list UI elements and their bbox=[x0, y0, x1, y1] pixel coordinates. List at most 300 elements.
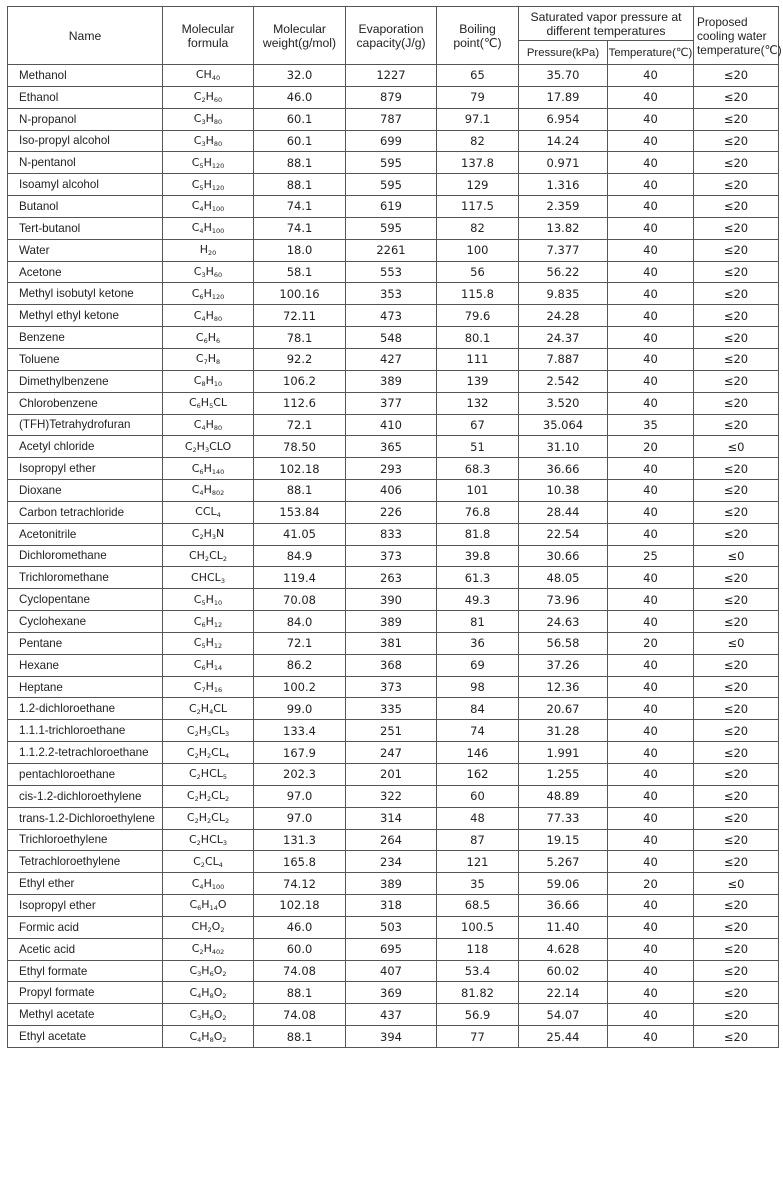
cell-evaporation: 335 bbox=[346, 698, 437, 720]
table-row bbox=[8, 152, 779, 174]
cell-temperature: 40 bbox=[608, 611, 694, 633]
cell-pressure: 31.10 bbox=[519, 436, 608, 458]
cell-temperature: 40 bbox=[608, 720, 694, 742]
formula-subscript: 3 bbox=[207, 729, 212, 738]
cell-formula bbox=[163, 807, 254, 829]
cell-weight: 18.0 bbox=[254, 239, 346, 261]
formula-part: H bbox=[205, 265, 214, 279]
cell-evaporation: 226 bbox=[346, 501, 437, 523]
cell-weight: 78.50 bbox=[254, 436, 346, 458]
cell-pressure: 14.24 bbox=[519, 130, 608, 152]
formula-subscript: 4 bbox=[211, 74, 216, 83]
cell-pressure: 13.82 bbox=[519, 217, 608, 239]
cell-formula bbox=[163, 764, 254, 786]
table-row bbox=[8, 807, 779, 829]
cell-evaporation: 695 bbox=[346, 938, 437, 960]
cell-cooling: ≤20 bbox=[694, 261, 779, 283]
cell-temperature: 20 bbox=[608, 632, 694, 654]
formula-subscript: 2 bbox=[192, 445, 197, 454]
cell-cooling: ≤20 bbox=[694, 458, 779, 480]
formula-subscript: 2 bbox=[194, 751, 199, 760]
cell-evaporation: 437 bbox=[346, 1004, 437, 1026]
cell-weight: 131.3 bbox=[254, 829, 346, 851]
formula-subscript: 6 bbox=[209, 1013, 214, 1022]
cell-evaporation: 381 bbox=[346, 632, 437, 654]
cell-boiling-point: 35 bbox=[437, 873, 519, 895]
cell-formula bbox=[163, 392, 254, 414]
cell-boiling-point: 81.82 bbox=[437, 982, 519, 1004]
cell-temperature: 40 bbox=[608, 239, 694, 261]
cell-weight: 88.1 bbox=[254, 174, 346, 196]
cell-name: Pentane bbox=[8, 632, 163, 654]
cell-temperature: 40 bbox=[608, 523, 694, 545]
cell-weight: 72.11 bbox=[254, 305, 346, 327]
formula-subscript: 8 bbox=[215, 358, 221, 367]
cell-formula bbox=[163, 829, 254, 851]
cell-boiling-point: 74 bbox=[437, 720, 519, 742]
table-row bbox=[8, 480, 779, 502]
cell-weight: 119.4 bbox=[254, 567, 346, 589]
cell-pressure: 35.70 bbox=[519, 65, 608, 87]
table-row bbox=[8, 348, 779, 370]
cell-temperature: 35 bbox=[608, 414, 694, 436]
cell-temperature: 40 bbox=[608, 152, 694, 174]
formula-part: C bbox=[191, 155, 200, 169]
formula-part: H bbox=[196, 439, 205, 453]
cell-cooling: ≤20 bbox=[694, 807, 779, 829]
cell-temperature: 40 bbox=[608, 217, 694, 239]
cell-name: Acetyl chloride bbox=[8, 436, 163, 458]
table-body bbox=[8, 65, 779, 1048]
cell-formula bbox=[163, 611, 254, 633]
formula-subscript: 0 bbox=[220, 227, 225, 236]
cell-evaporation: 377 bbox=[346, 392, 437, 414]
cell-name: cis-1.2-dichloroethylene bbox=[8, 785, 163, 807]
cell-pressure: 7.377 bbox=[519, 239, 608, 261]
cell-formula bbox=[163, 1026, 254, 1048]
cell-temperature: 40 bbox=[608, 480, 694, 502]
formula-part: O bbox=[213, 985, 223, 999]
formula-part: C bbox=[193, 374, 202, 388]
formula-subscript: 2 bbox=[201, 96, 206, 105]
cell-formula bbox=[163, 152, 254, 174]
formula-subscript: 0 bbox=[215, 948, 221, 957]
cell-evaporation: 368 bbox=[346, 654, 437, 676]
cell-formula bbox=[163, 720, 254, 742]
formula-subscript: 5 bbox=[199, 161, 204, 170]
formula-part: CLO bbox=[209, 439, 232, 453]
cell-boiling-point: 84 bbox=[437, 698, 519, 720]
formula-part: H bbox=[198, 745, 207, 759]
formula-part: CL bbox=[209, 548, 223, 562]
table-row bbox=[8, 370, 779, 392]
header-boiling-point: Boiling point(℃) bbox=[437, 7, 519, 65]
formula-part: CL bbox=[211, 745, 225, 759]
cell-boiling-point: 51 bbox=[437, 436, 519, 458]
cell-weight: 202.3 bbox=[254, 764, 346, 786]
cell-evaporation: 1227 bbox=[346, 65, 437, 87]
cell-cooling: ≤20 bbox=[694, 1004, 779, 1026]
formula-subscript: 12 bbox=[211, 183, 221, 192]
cell-cooling: ≤20 bbox=[694, 523, 779, 545]
formula-subscript: 0 bbox=[218, 423, 223, 432]
formula-subscript: 2 bbox=[207, 817, 212, 826]
formula-part: H bbox=[200, 396, 210, 410]
cell-pressure: 20.67 bbox=[519, 698, 608, 720]
cell-boiling-point: 137.8 bbox=[437, 152, 519, 174]
formula-subscript: 10 bbox=[213, 598, 223, 607]
cell-pressure: 60.02 bbox=[519, 960, 608, 982]
formula-part: H bbox=[199, 243, 208, 257]
cell-evaporation: 318 bbox=[346, 895, 437, 917]
formula-part: O bbox=[217, 898, 227, 912]
cell-pressure: 2.542 bbox=[519, 370, 608, 392]
cell-weight: 60.0 bbox=[254, 938, 346, 960]
cell-name: (TFH)Tetrahydrofuran bbox=[8, 414, 163, 436]
formula-part: N bbox=[216, 527, 225, 541]
formula-part: C bbox=[193, 680, 202, 694]
formula-subscript: 2 bbox=[222, 991, 227, 1000]
formula-subscript: 3 bbox=[201, 118, 206, 127]
cell-name: Dimethylbenzene bbox=[8, 370, 163, 392]
cell-evaporation: 314 bbox=[346, 807, 437, 829]
cell-formula bbox=[163, 698, 254, 720]
cell-temperature: 40 bbox=[608, 589, 694, 611]
cell-evaporation: 247 bbox=[346, 742, 437, 764]
cell-weight: 60.1 bbox=[254, 108, 346, 130]
cell-formula bbox=[163, 283, 254, 305]
cell-pressure: 48.89 bbox=[519, 785, 608, 807]
cell-formula bbox=[163, 960, 254, 982]
formula-part: H bbox=[198, 723, 207, 737]
formula-subscript: 2 bbox=[220, 926, 225, 935]
cell-cooling: ≤20 bbox=[694, 982, 779, 1004]
cell-evaporation: 699 bbox=[346, 130, 437, 152]
cell-cooling: ≤20 bbox=[694, 895, 779, 917]
cell-name: Formic acid bbox=[8, 916, 163, 938]
formula-subscript: 3 bbox=[201, 139, 206, 148]
cell-boiling-point: 81.8 bbox=[437, 523, 519, 545]
formula-subscript: 8 bbox=[211, 489, 216, 498]
cell-pressure: 11.40 bbox=[519, 916, 608, 938]
cell-pressure: 73.96 bbox=[519, 589, 608, 611]
cell-temperature: 40 bbox=[608, 130, 694, 152]
cell-cooling: ≤20 bbox=[694, 130, 779, 152]
cell-weight: 133.4 bbox=[254, 720, 346, 742]
cell-evaporation: 595 bbox=[346, 217, 437, 239]
cell-temperature: 40 bbox=[608, 283, 694, 305]
cell-weight: 74.08 bbox=[254, 1004, 346, 1026]
formula-part: C bbox=[191, 177, 200, 191]
formula-subscript: 5 bbox=[222, 773, 228, 782]
cell-temperature: 40 bbox=[608, 348, 694, 370]
table-row bbox=[8, 916, 779, 938]
cell-name: Carbon tetrachloride bbox=[8, 501, 163, 523]
cell-name: 1.1.1-trichloroethane bbox=[8, 720, 163, 742]
cell-cooling: ≤20 bbox=[694, 86, 779, 108]
cell-evaporation: 879 bbox=[346, 86, 437, 108]
formula-part: C bbox=[189, 964, 198, 978]
table-row bbox=[8, 1026, 779, 1048]
formula-part: H bbox=[200, 701, 210, 715]
cell-temperature: 40 bbox=[608, 960, 694, 982]
cell-pressure: 24.37 bbox=[519, 327, 608, 349]
cell-boiling-point: 68.5 bbox=[437, 895, 519, 917]
formula-part: H bbox=[205, 133, 214, 147]
formula-subscript: 2 bbox=[199, 948, 204, 957]
cell-cooling: ≤20 bbox=[694, 239, 779, 261]
formula-subscript: 4 bbox=[216, 511, 221, 520]
formula-subscript: 2 bbox=[199, 533, 204, 542]
cell-name: Methyl ethyl ketone bbox=[8, 305, 163, 327]
cell-pressure: 1.255 bbox=[519, 764, 608, 786]
formula-subscript: 10 bbox=[213, 380, 223, 389]
formula-subscript: 2 bbox=[196, 707, 201, 716]
cell-formula bbox=[163, 130, 254, 152]
cell-pressure: 37.26 bbox=[519, 654, 608, 676]
cell-name: Acetic acid bbox=[8, 938, 163, 960]
cell-weight: 74.08 bbox=[254, 960, 346, 982]
cell-formula bbox=[163, 982, 254, 1004]
cell-formula bbox=[163, 108, 254, 130]
cell-pressure: 22.14 bbox=[519, 982, 608, 1004]
formula-subscript: 12 bbox=[211, 292, 221, 301]
table-row bbox=[8, 1004, 779, 1026]
formula-subscript: 6 bbox=[199, 467, 204, 476]
cell-evaporation: 787 bbox=[346, 108, 437, 130]
cell-formula bbox=[163, 65, 254, 87]
formula-part: O bbox=[211, 920, 221, 934]
table-row bbox=[8, 327, 779, 349]
cell-name: Benzene bbox=[8, 327, 163, 349]
table-row bbox=[8, 305, 779, 327]
cell-name: Ethyl acetate bbox=[8, 1026, 163, 1048]
table-row bbox=[8, 785, 779, 807]
table-row bbox=[8, 130, 779, 152]
cell-temperature: 40 bbox=[608, 829, 694, 851]
cell-weight: 74.1 bbox=[254, 217, 346, 239]
formula-subscript: 2 bbox=[194, 795, 199, 804]
formula-part: H bbox=[205, 614, 214, 628]
formula-part: CL bbox=[211, 723, 225, 737]
formula-part: H bbox=[203, 177, 212, 191]
cell-pressure: 77.33 bbox=[519, 807, 608, 829]
cell-pressure: 0.971 bbox=[519, 152, 608, 174]
cell-pressure: 9.835 bbox=[519, 283, 608, 305]
formula-subscript: 14 bbox=[211, 467, 221, 476]
formula-part: C bbox=[189, 898, 198, 912]
formula-subscript: 2 bbox=[222, 1035, 227, 1044]
cell-boiling-point: 80.1 bbox=[437, 327, 519, 349]
cell-temperature: 40 bbox=[608, 305, 694, 327]
table-row bbox=[8, 261, 779, 283]
formula-part: CL bbox=[204, 854, 219, 868]
cell-name: Hexane bbox=[8, 654, 163, 676]
table-row bbox=[8, 65, 779, 87]
formula-subscript: 4 bbox=[199, 489, 204, 498]
cell-formula bbox=[163, 239, 254, 261]
formula-subscript: 2 bbox=[224, 817, 230, 826]
cell-boiling-point: 79.6 bbox=[437, 305, 519, 327]
cell-boiling-point: 68.3 bbox=[437, 458, 519, 480]
cell-boiling-point: 69 bbox=[437, 654, 519, 676]
formula-subscript: 8 bbox=[213, 139, 219, 148]
cell-boiling-point: 101 bbox=[437, 480, 519, 502]
cell-cooling: ≤20 bbox=[694, 414, 779, 436]
formula-subscript: 0 bbox=[218, 271, 223, 280]
cell-pressure: 12.36 bbox=[519, 676, 608, 698]
formula-part: CH bbox=[195, 68, 212, 82]
formula-subscript: 2 bbox=[222, 1013, 227, 1022]
formula-subscript: 2 bbox=[207, 926, 212, 935]
cell-temperature: 40 bbox=[608, 851, 694, 873]
cell-name: Chlorobenzene bbox=[8, 392, 163, 414]
formula-part: H bbox=[207, 330, 216, 344]
formula-part: C bbox=[195, 352, 204, 366]
table-row bbox=[8, 982, 779, 1004]
formula-part: CH bbox=[188, 548, 205, 562]
cell-pressure: 36.66 bbox=[519, 458, 608, 480]
formula-part: H bbox=[203, 155, 212, 169]
cell-name: Isopropyl ether bbox=[8, 895, 163, 917]
formula-part: CHCL bbox=[191, 570, 221, 584]
cell-evaporation: 373 bbox=[346, 545, 437, 567]
formula-part: C bbox=[186, 723, 195, 737]
cell-formula bbox=[163, 545, 254, 567]
cell-name: Acetone bbox=[8, 261, 163, 283]
formula-subscript: 0 bbox=[220, 292, 225, 301]
cell-evaporation: 251 bbox=[346, 720, 437, 742]
cell-formula bbox=[163, 916, 254, 938]
cell-cooling: ≤20 bbox=[694, 392, 779, 414]
cell-weight: 112.6 bbox=[254, 392, 346, 414]
cell-temperature: 40 bbox=[608, 1004, 694, 1026]
formula-part: H bbox=[205, 658, 214, 672]
cell-temperature: 40 bbox=[608, 895, 694, 917]
cell-pressure: 24.28 bbox=[519, 305, 608, 327]
cell-name: Cyclohexane bbox=[8, 611, 163, 633]
formula-subscript: 4 bbox=[199, 882, 204, 891]
cell-boiling-point: 118 bbox=[437, 938, 519, 960]
formula-part: C bbox=[193, 658, 202, 672]
cell-name: Dioxane bbox=[8, 480, 163, 502]
cell-temperature: 40 bbox=[608, 370, 694, 392]
cell-temperature: 40 bbox=[608, 327, 694, 349]
cell-evaporation: 389 bbox=[346, 873, 437, 895]
cell-formula bbox=[163, 501, 254, 523]
cell-pressure: 19.15 bbox=[519, 829, 608, 851]
cell-weight: 100.2 bbox=[254, 676, 346, 698]
formula-part: O bbox=[213, 964, 223, 978]
cell-formula bbox=[163, 86, 254, 108]
cell-cooling: ≤20 bbox=[694, 567, 779, 589]
formula-part: C bbox=[186, 811, 195, 825]
table-row bbox=[8, 829, 779, 851]
cell-cooling: ≤20 bbox=[694, 65, 779, 87]
cell-weight: 58.1 bbox=[254, 261, 346, 283]
formula-subscript: 14 bbox=[209, 904, 218, 913]
table-row bbox=[8, 698, 779, 720]
cell-weight: 72.1 bbox=[254, 414, 346, 436]
cell-cooling: ≤20 bbox=[694, 676, 779, 698]
formula-part: CL bbox=[213, 701, 228, 715]
cell-evaporation: 369 bbox=[346, 982, 437, 1004]
formula-subscript: 7 bbox=[203, 358, 208, 367]
cell-pressure: 28.44 bbox=[519, 501, 608, 523]
cell-pressure: 4.628 bbox=[519, 938, 608, 960]
formula-subscript: 4 bbox=[209, 707, 214, 716]
formula-subscript: 0 bbox=[220, 161, 225, 170]
cell-temperature: 40 bbox=[608, 764, 694, 786]
cell-cooling: ≤20 bbox=[694, 370, 779, 392]
formula-part: C bbox=[193, 112, 202, 126]
cell-temperature: 40 bbox=[608, 1026, 694, 1048]
cell-formula bbox=[163, 305, 254, 327]
cell-boiling-point: 146 bbox=[437, 742, 519, 764]
cell-name: pentachloroethane bbox=[8, 764, 163, 786]
cell-cooling: ≤20 bbox=[694, 480, 779, 502]
cell-formula bbox=[163, 742, 254, 764]
table-row bbox=[8, 589, 779, 611]
formula-subscript: 5 bbox=[201, 598, 206, 607]
cell-temperature: 40 bbox=[608, 676, 694, 698]
header-name: Name bbox=[8, 7, 163, 65]
formula-part: C bbox=[191, 286, 200, 300]
table-row bbox=[8, 960, 779, 982]
header-vapor-pressure-group: Saturated vapor pressure at different temperatures bbox=[519, 7, 694, 41]
cell-evaporation: 293 bbox=[346, 458, 437, 480]
table-row bbox=[8, 108, 779, 130]
cell-cooling: ≤20 bbox=[694, 851, 779, 873]
cell-boiling-point: 60 bbox=[437, 785, 519, 807]
formula-part: H bbox=[203, 199, 212, 213]
cell-name: trans-1.2-Dichloroethylene bbox=[8, 807, 163, 829]
formula-part: C bbox=[188, 396, 197, 410]
formula-part: H bbox=[203, 461, 212, 475]
table-row bbox=[8, 895, 779, 917]
formula-part: H bbox=[203, 286, 212, 300]
header-pressure: Pressure(kPa) bbox=[519, 41, 608, 65]
cell-boiling-point: 65 bbox=[437, 65, 519, 87]
cell-temperature: 40 bbox=[608, 654, 694, 676]
cell-name: Ethyl ether bbox=[8, 873, 163, 895]
formula-subscript: 0 bbox=[220, 882, 225, 891]
cell-weight: 84.9 bbox=[254, 545, 346, 567]
cell-pressure: 7.887 bbox=[519, 348, 608, 370]
cell-formula bbox=[163, 785, 254, 807]
cell-weight: 102.18 bbox=[254, 458, 346, 480]
formula-subscript: 0 bbox=[218, 118, 223, 127]
table-row bbox=[8, 174, 779, 196]
table-row bbox=[8, 654, 779, 676]
formula-subscript: 8 bbox=[209, 991, 214, 1000]
table-row bbox=[8, 611, 779, 633]
cell-formula bbox=[163, 174, 254, 196]
cell-boiling-point: 39.8 bbox=[437, 545, 519, 567]
formula-part: H bbox=[205, 308, 214, 322]
cell-weight: 153.84 bbox=[254, 501, 346, 523]
cell-evaporation: 322 bbox=[346, 785, 437, 807]
cell-evaporation: 406 bbox=[346, 480, 437, 502]
formula-subscript: 2 bbox=[208, 249, 213, 258]
formula-subscript: 4 bbox=[197, 1035, 202, 1044]
cell-pressure: 56.58 bbox=[519, 632, 608, 654]
formula-subscript: 2 bbox=[196, 773, 201, 782]
cell-boiling-point: 81 bbox=[437, 611, 519, 633]
cell-evaporation: 548 bbox=[346, 327, 437, 349]
table-row bbox=[8, 764, 779, 786]
formula-subscript: 10 bbox=[211, 227, 221, 236]
